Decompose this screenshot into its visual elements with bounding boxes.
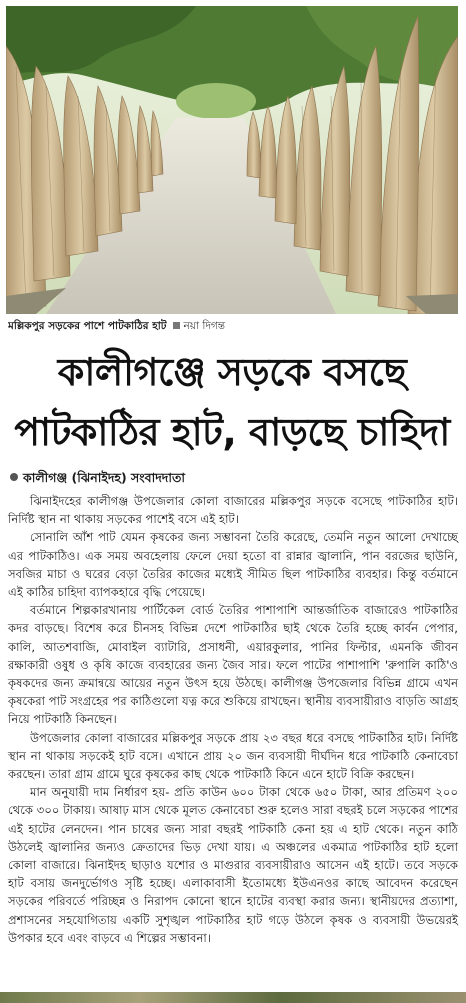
headline <box>6 342 458 462</box>
square-bullet-icon <box>173 322 180 329</box>
caption-text: মল্লিকপুর সড়কের পাশে পাটকাঠির হাট <box>8 320 167 332</box>
article-photo <box>6 6 458 314</box>
byline-text: কালীগঞ্জ (ঝিনাইদহ) সংবাদদাতা <box>23 470 186 485</box>
headline-line-1: কালীগঞ্জে সড়কে বসছে <box>57 350 407 394</box>
paragraph-1: ঝিনাইদহের কালীগঞ্জ উপজেলার কোলা বাজারের মল্লিকপুর সড়কে বসেছে পাটকাঠির হাট। নির্দিষ্ট স্থান না থাকায় সড়কের পাশেই বসে এই হাট। <box>8 494 458 527</box>
paragraph-4: উপজেলার কোলা বাজারের মল্লিকপুর সড়কে প্রায় ২৩ বছর ধরে বসছে পাটকাঠির হাট। নির্দিষ্ট স্থান না থাকায় সড়কেই হাট বসে। এখানে প্রায় ২০ জন ব্যবসায়ী দীর্ঘদিন ধরে পাটকাঠি কেনাবেচা করছেন। তারা গ্রাম গ্রামে ঘুরে কৃষকের কাছ থেকে পাটকাঠি কিনে এনে হাটে বিক্রি করছেন। <box>8 730 458 782</box>
article-body <box>8 492 458 947</box>
photo-caption <box>8 318 458 334</box>
headline-line-2: পাটকাঠির হাট, বাড়ছে চাহিদা <box>14 410 450 454</box>
byline <box>10 468 460 488</box>
paragraph-5: মান অনুযায়ী দাম নির্ধারণ হয়- প্রতি কাউন ৬০০ টাকা থেকে ৬৫০ টাকা, আর প্রতিমণ ২০০ থেকে ৩০০ টাকায়। আষাঢ় মাস থেকে মূলত কেনাবেচা শুরু হলেও সারা বছরই চলে সড়কের পাশের এই হাটের লেনদেন। পান চাষের জন্য সারা বছরই পাটকাঠি কেনা হয় এ হাট থেকে। নতুন কাঠি উঠলেই জ্বালানির জন্যও ক্রেতাদের ভিড় দেখা যায়। এ অঞ্চলের একমাত্র পাটকাঠির হাট হলো কোলা বাজারে। ঝিনাইদহ ছাড়াও যশোর ও মাগুরার ব্যবসায়ীরাও আসেন এই হাটে। তবে সড়কে হাট বসায় জনদুর্ভোগও সৃষ্টি হচ্ছে। এলাকাবাসী ইতোমধ্যে ইউএনওর কাছে আবেদন করেছেন সড়কের পরিবর্তে পরিচ্ছন্ন ও নিরাপদ কোনো স্থানে হাটের ব্যবস্থা করার জন্য। স্থানীয়দের প্রত্যাশা, প্রশাসনের সহযোগিতায় একটি সুশৃঙ্খল পাটকাঠির হাট গড়ে উঠলে কৃষক ও ব্যবসায়ী উভয়েরই উপকার হবে এবং বাড়বে এ শিল্পের সম্ভাবনা। <box>8 785 458 945</box>
paragraph-3: বর্তমানে শিল্পকারখানায় পার্টিকেল বোর্ড তৈরির পাশাপাশি আন্তর্জাতিক বাজারেও পাটকাঠির কদর বাড়ছে। বিশেষ করে চীনসহ বিভিন্ন দেশে পাটকাঠির ছাই থেকে তৈরি হচ্ছে কার্বন পেপার, কালি, আতশবাজি, মোবাইল ব্যাটারি, প্রসাধনী, এয়ারকুলার, পানির ফিল্টার, এমনকি জীবন রক্ষাকারী ওষুধ ও কৃষি কাজে ব্যবহারের জন্য জৈব সার। ফলে পাটের পাশাপাশি 'রুপালি কাঠি'ও কৃষকদের জন্য ক্রমান্বয়ে আয়ের নতুন উৎস হয়ে উঠছে। কালীগঞ্জ উপজেলার বিভিন্ন গ্রামে এখন কৃষকেরা পাট সংগ্রহের পর কাঠিগুলো যত্ন করে শুকিয়ে রাখছেন। স্থানীয় ব্যবসায়ীরাও বাড়তি আগ্রহ নিয়ে পাটকাঠি কিনছেন। <box>8 603 458 727</box>
paragraph-2: সোনালি আঁশ পাট যেমন কৃষকের জন্য সম্ভাবনা তৈরি করেছে, তেমনি নতুন আলো দেখাচ্ছে এর পাটকাঠিও। এক সময় অবহেলায় ফেলে দেয়া হতো বা রান্নার জ্বালানি, পান বরজের ছাউনি, সবজির মাচা ও ঘরের বেড়া তৈরির কাজের মধ্যেই সীমিত ছিল পাটকাঠির ব্যবহার। কিন্তু বর্তমানে এই কাঠির চাহিদা ব্যাপকহারে বৃদ্ধি পেয়েছে। <box>8 530 458 600</box>
bullet-dot-icon <box>10 473 18 481</box>
next-photo-edge <box>0 992 466 1003</box>
jute-stick-road-illustration <box>6 6 458 314</box>
photo-credit: নয়া দিগন্ত <box>183 320 225 332</box>
